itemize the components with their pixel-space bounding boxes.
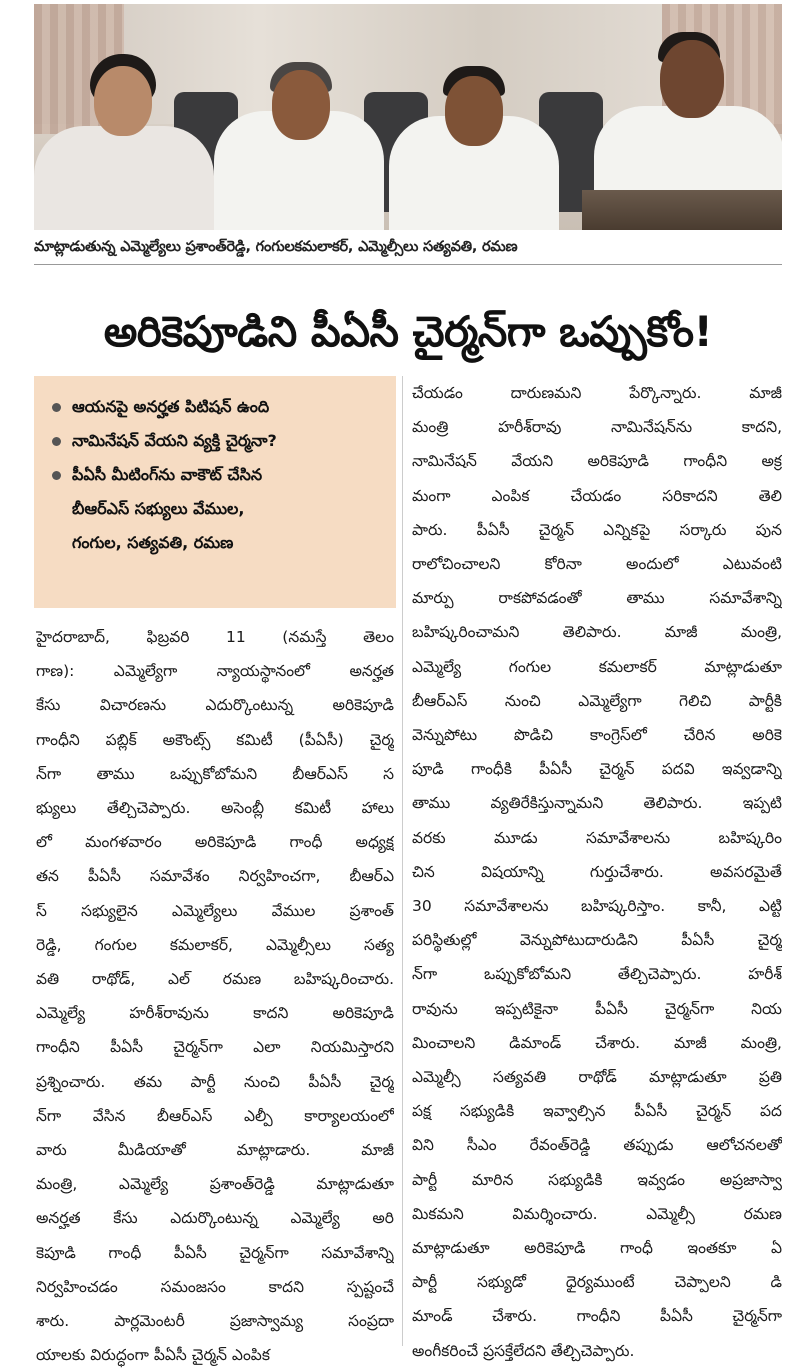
- article-line: గాంధీని పీఏసీ చైర్మన్‌గా ఎలా నియమిస్తారని: [36, 1038, 394, 1057]
- press-photo: [34, 4, 782, 230]
- bullet-icon: [52, 437, 61, 446]
- article-line: న్‌గా తాము ఒప్పుకోబోమని బీఆర్ఎస్ స: [36, 764, 394, 783]
- article-line: వతి రాథోడ్, ఎల్ రమణ బహిష్కరించారు.: [36, 970, 394, 989]
- article-line: యాలకు విరుద్ధంగా పీఏసీ చైర్మన్ ఎంపిక: [36, 1346, 270, 1365]
- article-line: భ్యులు తేల్చిచెప్పారు. అసెంబ్లీ కమిటీ హాలు: [36, 799, 394, 818]
- article-line: చేయడం దారుణమని పేర్కొన్నారు. మాజీ: [412, 384, 782, 402]
- article-line: వారు మీడియాతో మాట్లాడారు. మాజీ: [36, 1141, 394, 1160]
- bullet-icon: [52, 403, 61, 412]
- highlight-item: [50, 424, 384, 458]
- photo-person-3: [389, 36, 559, 230]
- article-line: 30 సమావేశాలను బహిష్కరిస్తాం. కానీ, ఎట్టి: [412, 897, 782, 916]
- article-line: కెపూడి గాంధీ పీఏసీ చైర్మన్‌గా సమావేశాన్ని: [36, 1243, 394, 1262]
- article-line: ఎమ్మెల్యే గంగుల కమలాకర్ మాట్లాడుతూ: [412, 657, 782, 676]
- article-line: న్‌గా ఒప్పుకోబోమని తేల్చిచెప్పారు. హరీశ్: [412, 965, 782, 984]
- article-line: తాము వ్యతిరేకిస్తున్నామని తెలిపారు. ఇప్పటి: [412, 794, 782, 813]
- article-line: హైదరాబాద్, ఫిబ్రవరి 11 (నమస్తే తెలం: [36, 628, 394, 646]
- article-column-left: [36, 620, 394, 1372]
- article-line: న్‌గా వేసిన బీఆర్ఎస్ ఎల్పీ కార్యాలయంలో: [36, 1106, 394, 1125]
- article-line: మించాలని డిమాండ్ చేశారు. మాజీ మంత్రి,: [412, 1033, 782, 1052]
- highlight-text: పీఏసీ మీటింగ్‌ను వాకౌట్ చేసిన: [72, 465, 263, 484]
- photo-table: [582, 190, 782, 230]
- article-line: ప్రశ్నించారు. తమ పార్టీ నుంచి పీఏసీ చైర్మ: [36, 1072, 394, 1091]
- caption-divider: [34, 264, 782, 265]
- article-line: గాణ): ఎమ్మెల్యేగా న్యాయస్థానంలో అనర్హత: [36, 662, 394, 681]
- article-line: మికమని విమర్శించారు. ఎమ్మెల్సీ రమణ: [412, 1204, 782, 1223]
- article-line: లో మంగళవారం అరికెపూడి గాంధీ అధ్యక్ష: [36, 833, 394, 852]
- article-line: పూడి గాంధీకి పీఏసీ చైర్మన్ పదవి ఇవ్వడాన్ని: [412, 760, 782, 779]
- highlight-text: బీఆర్ఎస్ సభ్యులు వేముల,: [72, 499, 245, 518]
- photo-caption: మాట్లాడుతున్న ఎమ్మెల్యేలు ప్రశాంత్‌రెడ్డి, గంగులకమలాకర్, ఎమ్మెల్సీలు సత్యవతి, రమణ: [34, 239, 518, 255]
- article-line: కేసు విచారణను ఎదుర్కొంటున్న అరికెపూడి: [36, 696, 394, 715]
- article-line: వెన్నుపోటు పొడిచి కాంగ్రెస్‌లో చేరిన అరికె: [412, 726, 782, 745]
- highlights-box: [34, 376, 396, 608]
- highlight-text: గంగుల, సత్యవతి, రమణ: [72, 533, 234, 552]
- article-line: నామినేషన్ వేయని అరికెపూడి గాంధీని అక్ర: [412, 452, 782, 471]
- bullet-icon: [52, 471, 61, 480]
- article-line: గాంధీని పబ్లిక్ అకౌంట్స్ కమిటీ (పీఏసీ) చైర్మ: [36, 730, 394, 749]
- article-line: వరకు మూడు సమావేశాలను బహిష్కరిం: [412, 828, 782, 847]
- column-divider: [402, 376, 403, 1346]
- article-column-right: [412, 376, 782, 1368]
- photo-person-1: [34, 36, 214, 230]
- article-line: మాండ్ చేశారు. గాంధీని పీఏసీ చైర్మన్‌గా: [412, 1307, 782, 1326]
- highlight-item: [50, 458, 384, 560]
- article-line: స్ సభ్యులైన ఎమ్మెల్యేలు వేముల ప్రశాంత్: [36, 901, 394, 920]
- article-line: పరిస్థితుల్లో వెన్నుపోటుదారుడిని పీఏసీ చైర్మ: [412, 931, 782, 950]
- article-line: నిర్వహించడం సమంజసం కాదని స్పష్టంచే: [36, 1277, 394, 1296]
- article-line: పక్ష సభ్యుడికి ఇవ్వాల్సిన పీఏసీ చైర్మన్ పద: [412, 1102, 782, 1121]
- article-line: విని సీఎం రేవంత్‌రెడ్డి తప్పుడు ఆలోచనలతో: [412, 1136, 782, 1155]
- highlight-text: నామినేషన్ వేయని వ్యక్తి చైర్మనా?: [72, 431, 277, 450]
- headline: అరికెపూడిని పీఏసీ చైర్మన్‌గా ఒప్పుకోం!: [103, 307, 713, 356]
- article-line: మాట్లాడుతూ అరికెపూడి గాంధీ ఇంతకూ ఏ: [412, 1239, 782, 1258]
- article-line: పార్టీ మారిన సభ్యుడికి ఇవ్వడం అప్రజాస్వా: [412, 1170, 782, 1189]
- photo-person-2: [214, 36, 384, 230]
- article-line: చిన విషయాన్ని గుర్తుచేశారు. అవసరమైతే: [412, 862, 782, 881]
- article-line: మంత్రి, ఎమ్మెల్యే ప్రశాంత్‌రెడ్డి మాట్లాడుతూ: [36, 1175, 394, 1194]
- article-line: బహిష్కరించామని తెలిపారు. మాజీ మంత్రి,: [412, 623, 782, 642]
- article-line: పార్టీ సభ్యుడో ధైర్యముంటే చెప్పాలని డి: [412, 1273, 782, 1292]
- article-line: తన పీఏసీ సమావేశం నిర్వహించగా, బీఆర్ఎ: [36, 867, 394, 886]
- article-line: రెడ్డి, గంగుల కమలాకర్, ఎమ్మెల్సీలు సత్య: [36, 935, 394, 954]
- article-line: ఎమ్మెల్యే హరీశ్‌రావును కాదని అరికెపూడి: [36, 1004, 394, 1023]
- article-line: అనర్హత కేసు ఎదుర్కొంటున్న ఎమ్మెల్యే అరి: [36, 1209, 394, 1228]
- article-line: మార్పు రాకపోవడంతో తాము సమావేశాన్ని: [412, 589, 782, 608]
- article-line: అంగీకరించే ప్రసక్తేలేదని తేల్చిచెప్పారు.: [412, 1341, 635, 1360]
- article-line: రావును ఇప్పటికైనా పీఏసీ చైర్మన్‌గా నియ: [412, 999, 782, 1018]
- article-line: ఎమ్మెల్సీ సత్యవతి రాథోడ్ మాట్లాడుతూ ప్రతి: [412, 1068, 782, 1087]
- article-line: శారు. పార్లమెంటరీ ప్రజాస్వామ్య సంప్రదా: [36, 1312, 394, 1331]
- article-line: మంత్రి హరీశ్‌రావు నామినేషన్‌ను కాదని,: [412, 418, 782, 437]
- article-line: రాలోచించాలని కోరినా అందులో ఎటువంటి: [412, 555, 782, 574]
- article-line: పారు. పీఏసీ చైర్మన్ ఎన్నికపై సర్కారు పున: [412, 520, 782, 539]
- article-line: మంగా ఎంపిక చేయడం సరికాదని తెలి: [412, 486, 782, 505]
- highlight-item: [50, 390, 384, 424]
- article-line: బీఆర్ఎస్ నుంచి ఎమ్మెల్యేగా గెలిచి పార్టీకి: [412, 691, 782, 710]
- highlight-text: ఆయనపై అనర్హత పిటిషన్ ఉంది: [72, 397, 270, 416]
